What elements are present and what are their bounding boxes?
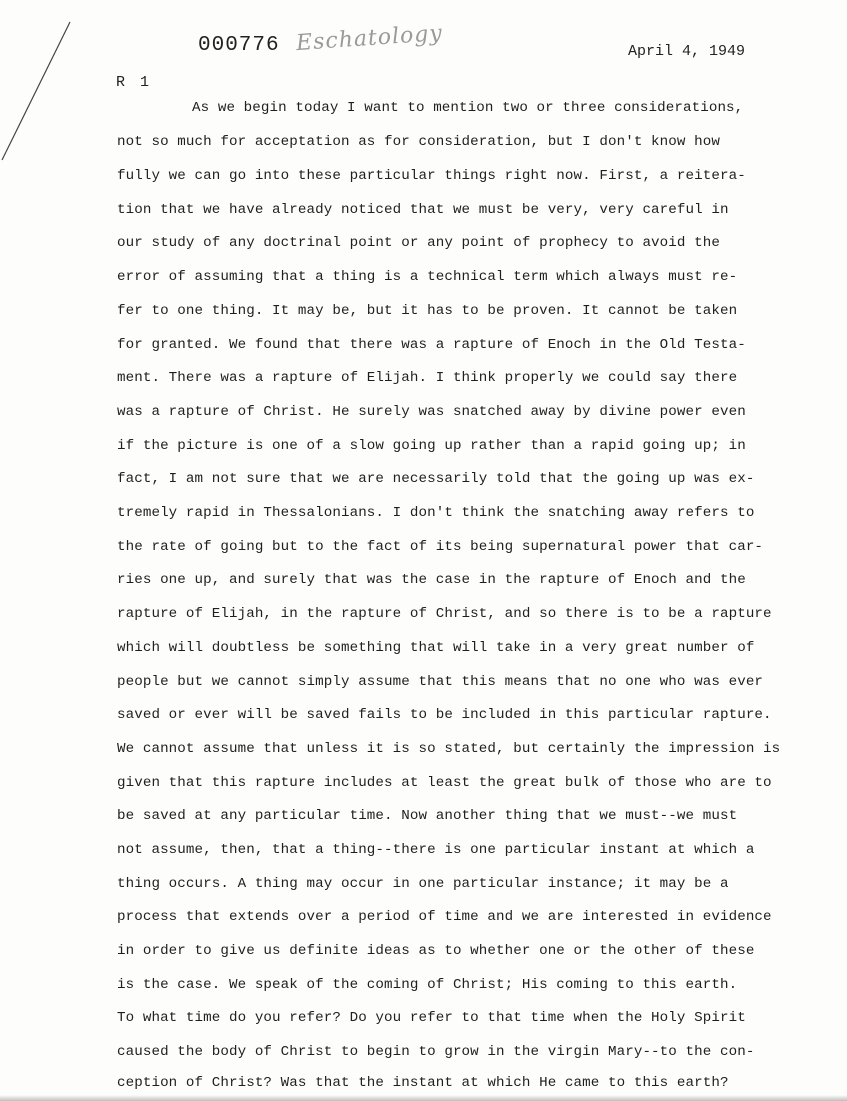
text-line: thing occurs. A thing may occur in one particular instance; it may be a	[117, 876, 729, 892]
text-line: for granted. We found that there was a rapture of Enoch in the Old Testa-	[117, 337, 746, 353]
text-line: ment. There was a rapture of Elijah. I think properly we could say there	[117, 370, 738, 386]
text-line: was a rapture of Christ. He surely was snatched away by divine power even	[117, 404, 746, 420]
text-line: rapture of Elijah, in the rapture of Christ, and so there is to be a rapture	[117, 606, 772, 622]
document-number: 000776	[198, 34, 280, 57]
document-date: April 4, 1949	[628, 43, 746, 60]
text-line: not so much for acceptation as for consideration, but I don't know how	[117, 134, 720, 150]
text-line: ception of Christ? Was that the instant at which He came to this earth?	[117, 1075, 729, 1091]
text-line: fer to one thing. It may be, but it has to be proven. It cannot be taken	[117, 303, 738, 319]
text-line: if the picture is one of a slow going up rather than a rapid going up; in	[117, 438, 746, 454]
text-line: which will doubtless be something that will take in a very great number of	[117, 640, 755, 656]
text-line: caused the body of Christ to begin to grow in the virgin Mary--to the con-	[117, 1044, 755, 1060]
text-line: tion that we have already noticed that we must be very, very careful in	[117, 202, 729, 218]
text-line: tremely rapid in Thessalonians. I don't think the snatching away refers to	[117, 505, 755, 521]
text-line: the rate of going but to the fact of its being supernatural power that car-	[117, 539, 764, 555]
text-line: To what time do you refer? Do you refer to that time when the Holy Spirit	[117, 1010, 746, 1026]
text-line: As we begin today I want to mention two or three considerations,	[192, 100, 744, 116]
text-line: given that this rapture includes at least the great bulk of those who are to	[117, 775, 772, 791]
text-line: We cannot assume that unless it is so stated, but certainly the impression is	[117, 741, 781, 757]
scan-bottom-edge	[0, 1095, 847, 1101]
text-line: our study of any doctrinal point or any point of prophecy to avoid the	[117, 235, 720, 251]
handwritten-annotation: Eschatology	[295, 20, 444, 57]
text-line: not assume, then, that a thing--there is one particular instant at which a	[117, 842, 755, 858]
page-code: R 1	[116, 74, 150, 91]
text-line: saved or ever will be saved fails to be included in this particular rapture.	[117, 707, 772, 723]
text-line: fully we can go into these particular things right now. First, a reitera-	[117, 168, 746, 184]
text-line: ries one up, and surely that was the case in the rapture of Enoch and the	[117, 572, 746, 588]
text-line: is the case. We speak of the coming of Christ; His coming to this earth.	[117, 977, 738, 993]
text-line: error of assuming that a thing is a technical term which always must re-	[117, 269, 738, 285]
text-line: in order to give us definite ideas as to whether one or the other of these	[117, 943, 755, 959]
text-line: fact, I am not sure that we are necessarily told that the going up was ex-	[117, 471, 755, 487]
text-line: be saved at any particular time. Now another thing that we must--we must	[117, 808, 738, 824]
text-line: people but we cannot simply assume that this means that no one who was ever	[117, 674, 764, 690]
text-line: process that extends over a period of time and we are interested in evidence	[117, 909, 772, 925]
